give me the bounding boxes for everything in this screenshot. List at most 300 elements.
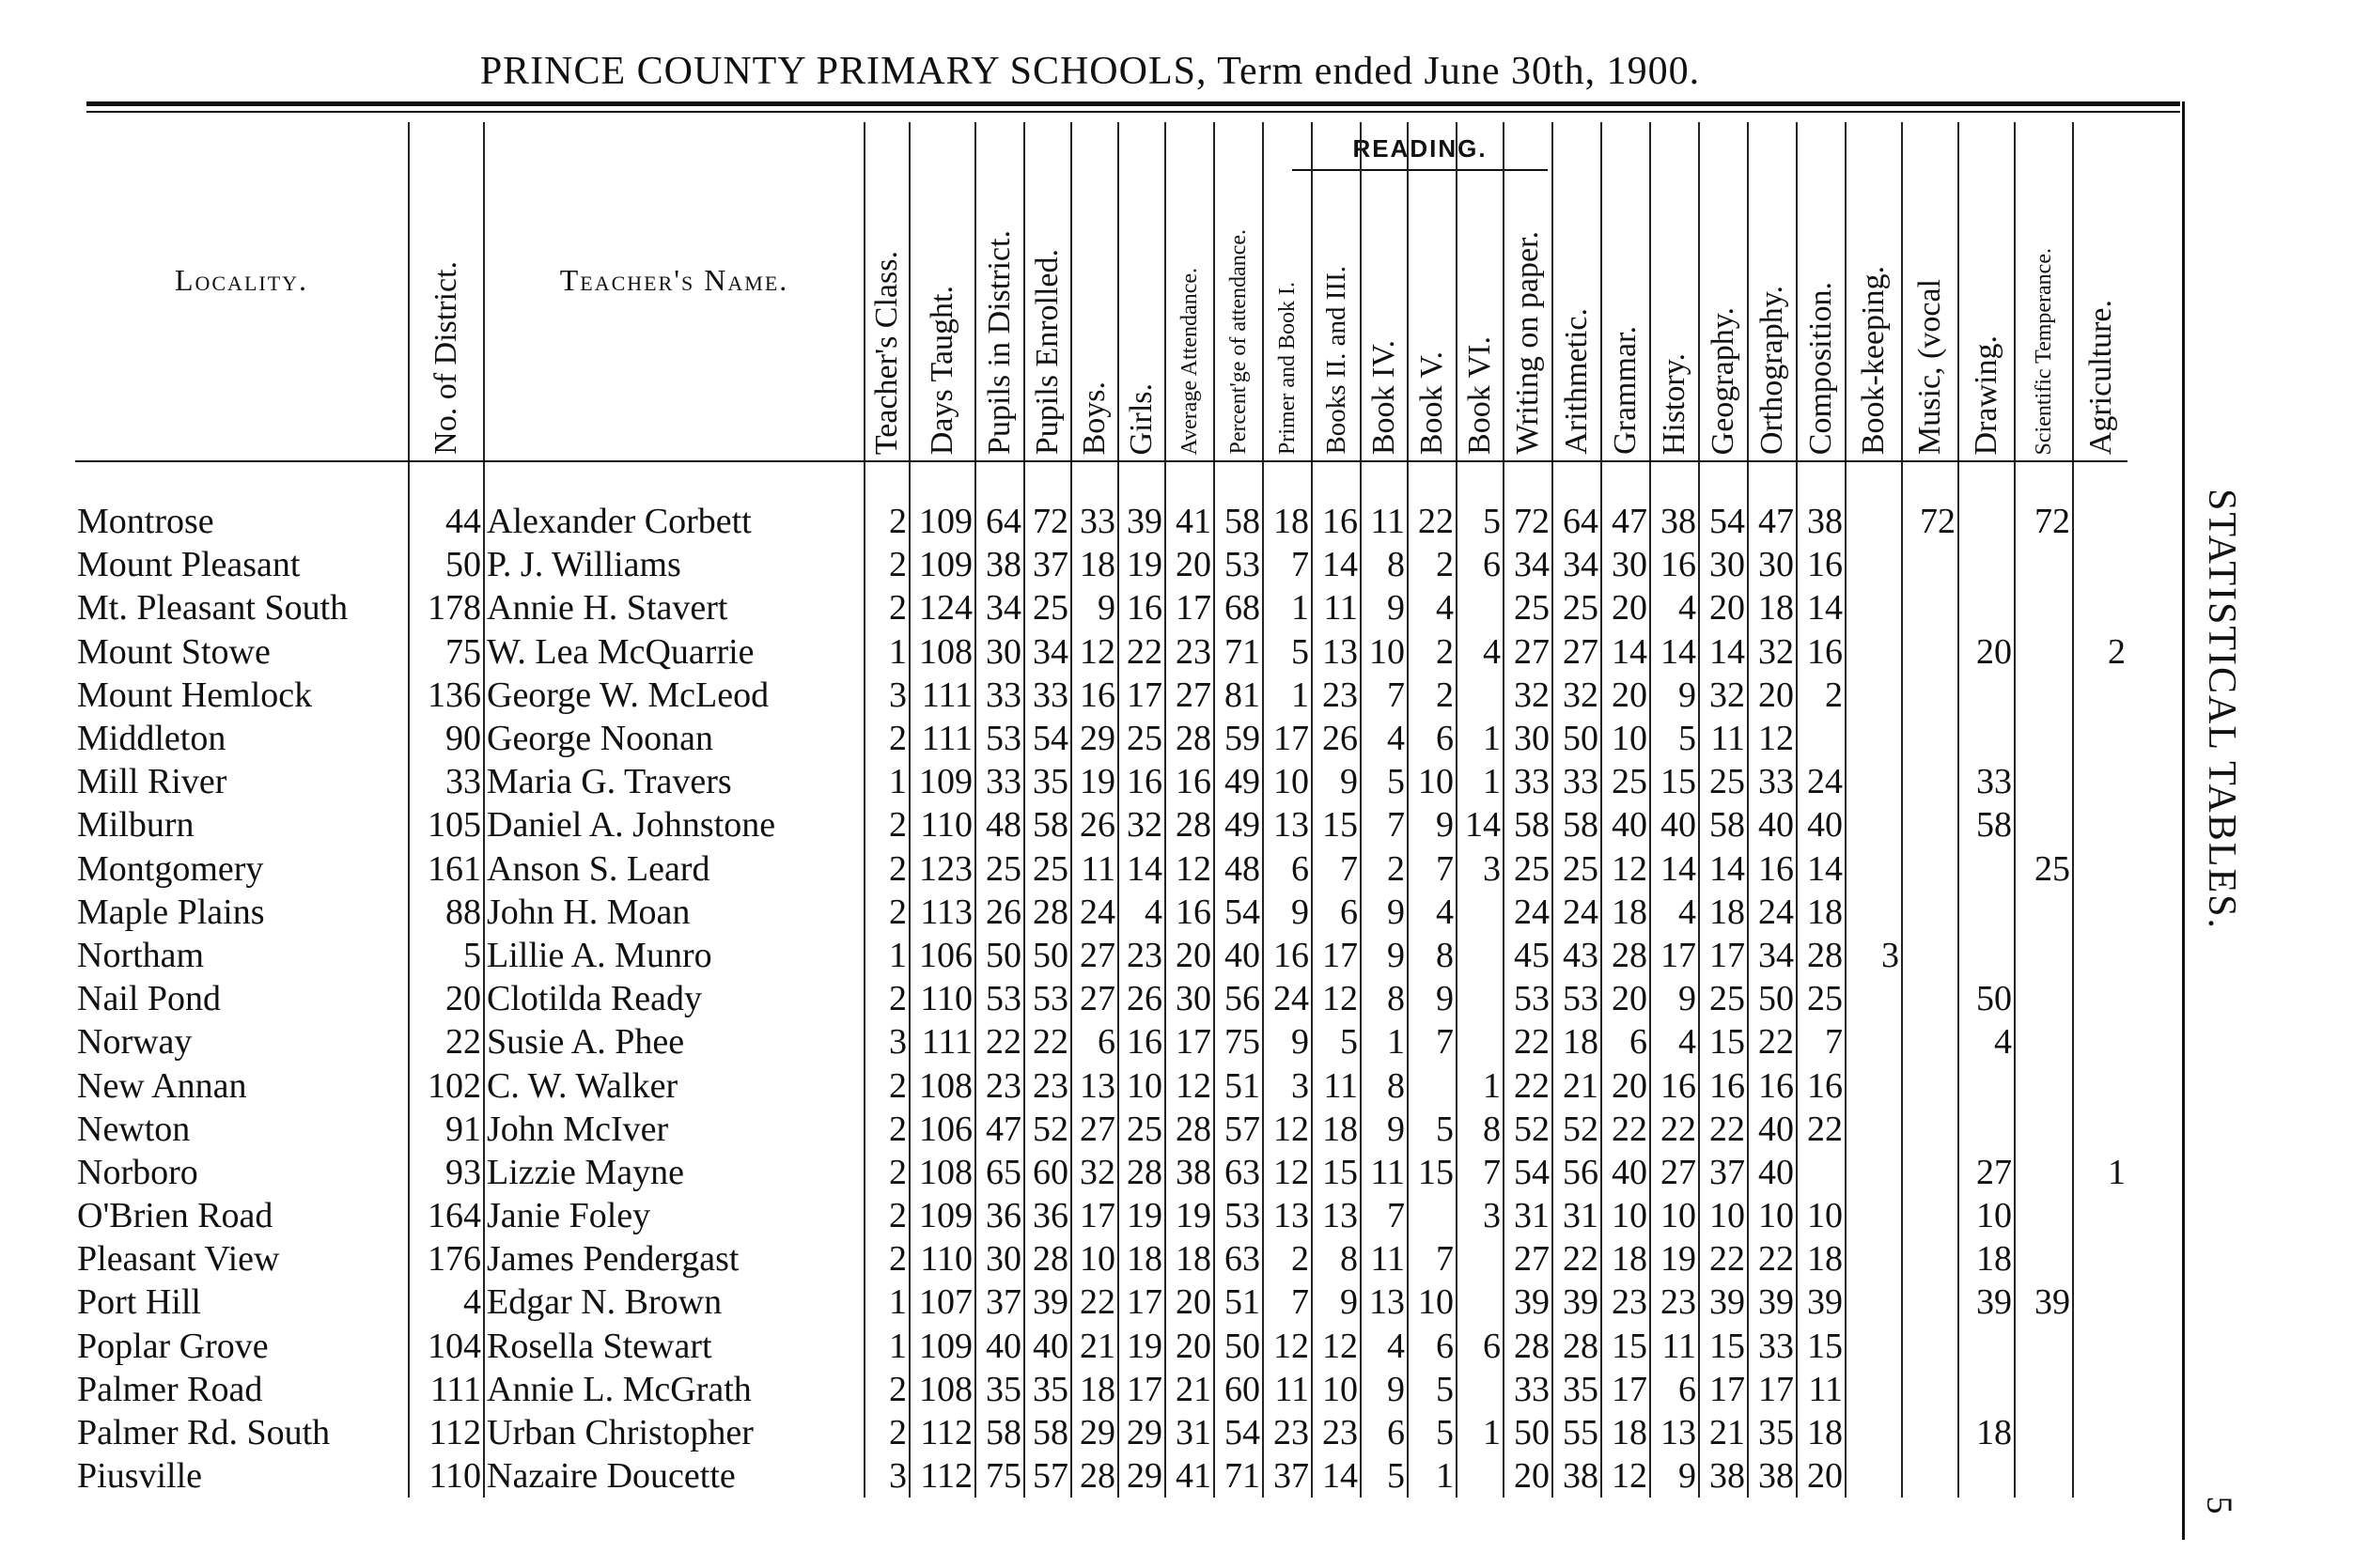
cell-scientific-temperance bbox=[2015, 1020, 2073, 1063]
cell-music bbox=[1902, 674, 1958, 717]
table-row bbox=[75, 1281, 2127, 1324]
cell-district: 88 bbox=[409, 891, 484, 934]
cell-primer-book1: 7 bbox=[1263, 543, 1312, 586]
cell-books-2-3: 18 bbox=[1312, 1108, 1361, 1151]
cell-book6 bbox=[1457, 674, 1504, 717]
col-header-music: Music, (vocal bbox=[1902, 122, 1958, 461]
cell-orthography: 30 bbox=[1748, 543, 1797, 586]
cell-music bbox=[1902, 1194, 1958, 1237]
cell-books-2-3: 11 bbox=[1312, 1063, 1361, 1107]
cell-teacher-class: 2 bbox=[865, 847, 910, 891]
cell-orthography: 47 bbox=[1748, 500, 1797, 543]
cell-pupils-district: 47 bbox=[975, 1108, 1024, 1151]
col-header-writing: Writing on paper. bbox=[1504, 122, 1552, 461]
cell-drawing bbox=[1958, 847, 2015, 891]
col-header-locality: Locality. bbox=[75, 122, 409, 461]
cell-books-2-3: 14 bbox=[1312, 1454, 1361, 1498]
cell-agriculture bbox=[2073, 500, 2127, 543]
cell-girls: 10 bbox=[1118, 1063, 1165, 1107]
cell-writing: 33 bbox=[1504, 760, 1552, 803]
cell-orthography: 34 bbox=[1748, 934, 1797, 977]
cell-composition: 38 bbox=[1797, 500, 1846, 543]
cell-district: 91 bbox=[409, 1108, 484, 1151]
cell-geography: 32 bbox=[1699, 674, 1748, 717]
cell-teacher: John McIver bbox=[484, 1108, 865, 1151]
cell-composition bbox=[1797, 1151, 1846, 1194]
cell-days-taught: 111 bbox=[910, 717, 975, 760]
cell-orthography: 40 bbox=[1748, 1151, 1797, 1194]
col-header-book5: Book V. bbox=[1408, 122, 1457, 461]
spacer-cell bbox=[2073, 461, 2127, 500]
cell-books-2-3: 23 bbox=[1312, 674, 1361, 717]
cell-pct-attendance: 56 bbox=[1214, 977, 1263, 1020]
cell-history: 16 bbox=[1650, 1063, 1699, 1107]
cell-composition bbox=[1797, 717, 1846, 760]
cell-pupils-district: 64 bbox=[975, 500, 1024, 543]
cell-pct-attendance: 59 bbox=[1214, 717, 1263, 760]
cell-arithmetic: 18 bbox=[1552, 1020, 1601, 1063]
cell-scientific-temperance bbox=[2015, 717, 2073, 760]
cell-books-2-3: 12 bbox=[1312, 977, 1361, 1020]
spacer-cell bbox=[409, 461, 484, 500]
cell-history: 14 bbox=[1650, 630, 1699, 674]
cell-teacher: Annie L. McGrath bbox=[484, 1368, 865, 1411]
cell-writing: 50 bbox=[1504, 1411, 1552, 1454]
cell-days-taught: 112 bbox=[910, 1411, 975, 1454]
cell-writing: 53 bbox=[1504, 977, 1552, 1020]
cell-book5: 2 bbox=[1408, 543, 1457, 586]
cell-pct-attendance: 60 bbox=[1214, 1368, 1263, 1411]
cell-pupils-enrolled: 50 bbox=[1024, 934, 1071, 977]
table-row bbox=[75, 630, 2127, 674]
cell-writing: 52 bbox=[1504, 1108, 1552, 1151]
cell-book5: 2 bbox=[1408, 674, 1457, 717]
table-row bbox=[75, 1151, 2127, 1194]
cell-books-2-3: 17 bbox=[1312, 934, 1361, 977]
cell-pct-attendance: 68 bbox=[1214, 586, 1263, 629]
cell-orthography: 32 bbox=[1748, 630, 1797, 674]
cell-primer-book1: 12 bbox=[1263, 1151, 1312, 1194]
cell-days-taught: 109 bbox=[910, 1194, 975, 1237]
cell-district: 111 bbox=[409, 1368, 484, 1411]
cell-music bbox=[1902, 1325, 1958, 1368]
cell-book4: 7 bbox=[1361, 803, 1408, 846]
cell-books-2-3: 7 bbox=[1312, 847, 1361, 891]
spacer-cell bbox=[1214, 461, 1263, 500]
cell-drawing bbox=[1958, 1063, 2015, 1107]
page-title: PRINCE COUNTY PRIMARY SCHOOLS, Term ended June 30th, 1900. bbox=[479, 50, 1701, 93]
cell-boys: 32 bbox=[1071, 1151, 1118, 1194]
cell-avg-attendance: 20 bbox=[1165, 1325, 1214, 1368]
cell-avg-attendance: 41 bbox=[1165, 500, 1214, 543]
cell-geography: 30 bbox=[1699, 543, 1748, 586]
cell-books-2-3: 23 bbox=[1312, 1411, 1361, 1454]
cell-bookkeeping bbox=[1846, 1368, 1902, 1411]
spacer-cell bbox=[1699, 461, 1748, 500]
cell-scientific-temperance bbox=[2015, 674, 2073, 717]
cell-grammar: 22 bbox=[1601, 1108, 1650, 1151]
cell-composition: 2 bbox=[1797, 674, 1846, 717]
cell-days-taught: 113 bbox=[910, 891, 975, 934]
spacer-cell bbox=[1650, 461, 1699, 500]
cell-book6 bbox=[1457, 586, 1504, 629]
cell-drawing: 18 bbox=[1958, 1411, 2015, 1454]
cell-teacher: Lillie A. Munro bbox=[484, 934, 865, 977]
cell-agriculture bbox=[2073, 1194, 2127, 1237]
cell-drawing: 58 bbox=[1958, 803, 2015, 846]
cell-teacher-class: 2 bbox=[865, 586, 910, 629]
cell-teacher-class: 3 bbox=[865, 1454, 910, 1498]
cell-teacher-class: 2 bbox=[865, 717, 910, 760]
table-row bbox=[75, 1454, 2127, 1498]
col-header-geography: Geography. bbox=[1699, 122, 1748, 461]
cell-bookkeeping bbox=[1846, 630, 1902, 674]
table-row bbox=[75, 717, 2127, 760]
cell-book5: 15 bbox=[1408, 1151, 1457, 1194]
table-row bbox=[75, 1020, 2127, 1063]
cell-pct-attendance: 63 bbox=[1214, 1237, 1263, 1281]
cell-agriculture bbox=[2073, 1454, 2127, 1498]
cell-arithmetic: 24 bbox=[1552, 891, 1601, 934]
cell-grammar: 40 bbox=[1601, 803, 1650, 846]
cell-writing: 27 bbox=[1504, 630, 1552, 674]
cell-book5: 7 bbox=[1408, 847, 1457, 891]
cell-geography: 39 bbox=[1699, 1281, 1748, 1324]
cell-music bbox=[1902, 977, 1958, 1020]
header-spacer-row bbox=[75, 461, 2127, 500]
cell-book4: 13 bbox=[1361, 1281, 1408, 1324]
cell-teacher: Nazaire Doucette bbox=[484, 1454, 865, 1498]
cell-geography: 38 bbox=[1699, 1454, 1748, 1498]
cell-locality: Northam bbox=[77, 935, 205, 975]
cell-bookkeeping bbox=[1846, 543, 1902, 586]
cell-history: 38 bbox=[1650, 500, 1699, 543]
cell-grammar: 20 bbox=[1601, 586, 1650, 629]
cell-music bbox=[1902, 891, 1958, 934]
cell-music bbox=[1902, 803, 1958, 846]
cell-bookkeeping bbox=[1846, 1411, 1902, 1454]
cell-days-taught: 109 bbox=[910, 500, 975, 543]
cell-history: 27 bbox=[1650, 1151, 1699, 1194]
cell-days-taught: 108 bbox=[910, 1368, 975, 1411]
cell-district: 110 bbox=[409, 1454, 484, 1498]
cell-book4: 6 bbox=[1361, 1411, 1408, 1454]
cell-agriculture bbox=[2073, 891, 2127, 934]
cell-avg-attendance: 23 bbox=[1165, 630, 1214, 674]
cell-book6: 3 bbox=[1457, 847, 1504, 891]
cell-arithmetic: 34 bbox=[1552, 543, 1601, 586]
cell-avg-attendance: 17 bbox=[1165, 586, 1214, 629]
cell-grammar: 40 bbox=[1601, 1151, 1650, 1194]
cell-book5: 4 bbox=[1408, 891, 1457, 934]
cell-book5 bbox=[1408, 1194, 1457, 1237]
cell-pupils-district: 30 bbox=[975, 630, 1024, 674]
cell-writing: 24 bbox=[1504, 891, 1552, 934]
cell-avg-attendance: 18 bbox=[1165, 1237, 1214, 1281]
cell-pupils-district: 65 bbox=[975, 1151, 1024, 1194]
cell-grammar: 25 bbox=[1601, 760, 1650, 803]
cell-pupils-district: 58 bbox=[975, 1411, 1024, 1454]
spacer-cell bbox=[1601, 461, 1650, 500]
cell-pupils-enrolled: 25 bbox=[1024, 586, 1071, 629]
cell-boys: 33 bbox=[1071, 500, 1118, 543]
cell-scientific-temperance bbox=[2015, 803, 2073, 846]
cell-girls: 16 bbox=[1118, 586, 1165, 629]
cell-grammar: 17 bbox=[1601, 1368, 1650, 1411]
cell-geography: 17 bbox=[1699, 1368, 1748, 1411]
cell-agriculture bbox=[2073, 1368, 2127, 1411]
cell-writing: 58 bbox=[1504, 803, 1552, 846]
header-rule-thin bbox=[86, 111, 2180, 113]
cell-pupils-enrolled: 37 bbox=[1024, 543, 1071, 586]
cell-arithmetic: 64 bbox=[1552, 500, 1601, 543]
cell-history: 11 bbox=[1650, 1325, 1699, 1368]
spacer-cell bbox=[975, 461, 1024, 500]
cell-teacher: W. Lea McQuarrie bbox=[484, 630, 865, 674]
cell-primer-book1: 1 bbox=[1263, 674, 1312, 717]
spacer-cell bbox=[1071, 461, 1118, 500]
cell-geography: 22 bbox=[1699, 1237, 1748, 1281]
cell-boys: 13 bbox=[1071, 1063, 1118, 1107]
cell-orthography: 12 bbox=[1748, 717, 1797, 760]
cell-drawing: 39 bbox=[1958, 1281, 2015, 1324]
cell-orthography: 20 bbox=[1748, 674, 1797, 717]
cell-days-taught: 124 bbox=[910, 586, 975, 629]
col-header-pupils-enrolled: Pupils Enrolled. bbox=[1024, 122, 1071, 461]
cell-girls: 4 bbox=[1118, 891, 1165, 934]
col-header-history: History. bbox=[1650, 122, 1699, 461]
cell-boys: 29 bbox=[1071, 717, 1118, 760]
cell-bookkeeping bbox=[1846, 1194, 1902, 1237]
cell-composition: 40 bbox=[1797, 803, 1846, 846]
cell-book6: 8 bbox=[1457, 1108, 1504, 1151]
cell-locality: Palmer Rd. South bbox=[77, 1413, 331, 1453]
cell-orthography: 38 bbox=[1748, 1454, 1797, 1498]
cell-orthography: 24 bbox=[1748, 891, 1797, 934]
cell-agriculture: 1 bbox=[2073, 1151, 2127, 1194]
cell-days-taught: 108 bbox=[910, 1063, 975, 1107]
col-header-primer-book1: Primer and Book I. bbox=[1263, 122, 1312, 461]
cell-drawing bbox=[1958, 543, 2015, 586]
table-row bbox=[75, 977, 2127, 1020]
cell-primer-book1: 9 bbox=[1263, 1020, 1312, 1063]
cell-book4: 7 bbox=[1361, 1194, 1408, 1237]
cell-girls: 19 bbox=[1118, 543, 1165, 586]
cell-district: 44 bbox=[409, 500, 484, 543]
cell-pct-attendance: 53 bbox=[1214, 1194, 1263, 1237]
school-statistics-table bbox=[75, 122, 2127, 1498]
cell-district: 20 bbox=[409, 977, 484, 1020]
cell-pct-attendance: 58 bbox=[1214, 500, 1263, 543]
cell-agriculture bbox=[2073, 1281, 2127, 1324]
spacer-cell bbox=[1552, 461, 1601, 500]
cell-music bbox=[1902, 1151, 1958, 1194]
cell-locality: New Annan bbox=[77, 1065, 247, 1106]
cell-scientific-temperance bbox=[2015, 630, 2073, 674]
cell-book5: 1 bbox=[1408, 1454, 1457, 1498]
cell-boys: 27 bbox=[1071, 934, 1118, 977]
spacer-cell bbox=[865, 461, 910, 500]
cell-girls: 17 bbox=[1118, 674, 1165, 717]
cell-teacher-class: 2 bbox=[865, 891, 910, 934]
cell-avg-attendance: 20 bbox=[1165, 543, 1214, 586]
table-row bbox=[75, 1108, 2127, 1151]
cell-girls: 25 bbox=[1118, 717, 1165, 760]
cell-district: 161 bbox=[409, 847, 484, 891]
cell-girls: 18 bbox=[1118, 1237, 1165, 1281]
cell-pupils-enrolled: 39 bbox=[1024, 1281, 1071, 1324]
cell-boys: 19 bbox=[1071, 760, 1118, 803]
cell-teacher-class: 2 bbox=[865, 1063, 910, 1107]
cell-book4: 11 bbox=[1361, 500, 1408, 543]
col-header-book6: Book VI. bbox=[1457, 122, 1504, 461]
spacer-cell bbox=[484, 461, 865, 500]
cell-pct-attendance: 48 bbox=[1214, 847, 1263, 891]
cell-teacher: Susie A. Phee bbox=[484, 1020, 865, 1063]
cell-geography: 25 bbox=[1699, 760, 1748, 803]
cell-history: 5 bbox=[1650, 717, 1699, 760]
cell-music bbox=[1902, 934, 1958, 977]
cell-primer-book1: 7 bbox=[1263, 1281, 1312, 1324]
cell-teacher: Clotilda Ready bbox=[484, 977, 865, 1020]
cell-scientific-temperance bbox=[2015, 1108, 2073, 1151]
cell-grammar: 18 bbox=[1601, 1237, 1650, 1281]
cell-history: 6 bbox=[1650, 1368, 1699, 1411]
cell-orthography: 50 bbox=[1748, 977, 1797, 1020]
cell-book5: 5 bbox=[1408, 1108, 1457, 1151]
cell-drawing bbox=[1958, 1325, 2015, 1368]
cell-boys: 21 bbox=[1071, 1325, 1118, 1368]
cell-bookkeeping bbox=[1846, 1108, 1902, 1151]
cell-book6 bbox=[1457, 891, 1504, 934]
cell-primer-book1: 6 bbox=[1263, 847, 1312, 891]
cell-composition: 7 bbox=[1797, 1020, 1846, 1063]
cell-locality: Norboro bbox=[77, 1152, 198, 1192]
cell-history: 10 bbox=[1650, 1194, 1699, 1237]
cell-scientific-temperance bbox=[2015, 1411, 2073, 1454]
cell-book4: 9 bbox=[1361, 1108, 1408, 1151]
cell-music: 72 bbox=[1902, 500, 1958, 543]
cell-locality: Montgomery bbox=[77, 848, 264, 889]
col-header-scientific-temperance: Scientific Temperance. bbox=[2015, 122, 2073, 461]
table-body bbox=[75, 461, 2127, 1498]
reading-group-label: READING. bbox=[1292, 134, 1548, 171]
cell-geography: 14 bbox=[1699, 630, 1748, 674]
cell-arithmetic: 33 bbox=[1552, 760, 1601, 803]
col-header-avg-attendance: Average Attendance. bbox=[1165, 122, 1214, 461]
cell-locality: Milburn bbox=[77, 805, 195, 846]
cell-book4: 11 bbox=[1361, 1151, 1408, 1194]
cell-orthography: 33 bbox=[1748, 1325, 1797, 1368]
cell-avg-attendance: 20 bbox=[1165, 934, 1214, 977]
cell-teacher: Annie H. Stavert bbox=[484, 586, 865, 629]
cell-scientific-temperance bbox=[2015, 586, 2073, 629]
cell-locality: Mount Pleasant bbox=[77, 545, 301, 585]
cell-books-2-3: 9 bbox=[1312, 760, 1361, 803]
cell-girls: 29 bbox=[1118, 1454, 1165, 1498]
cell-avg-attendance: 12 bbox=[1165, 847, 1214, 891]
cell-composition: 39 bbox=[1797, 1281, 1846, 1324]
cell-pupils-enrolled: 28 bbox=[1024, 891, 1071, 934]
spacer-cell bbox=[1748, 461, 1797, 500]
cell-book4: 4 bbox=[1361, 717, 1408, 760]
cell-pupils-district: 35 bbox=[975, 1368, 1024, 1411]
cell-bookkeeping bbox=[1846, 803, 1902, 846]
cell-agriculture bbox=[2073, 803, 2127, 846]
cell-writing: 45 bbox=[1504, 934, 1552, 977]
cell-girls: 22 bbox=[1118, 630, 1165, 674]
cell-agriculture bbox=[2073, 760, 2127, 803]
table-row bbox=[75, 1237, 2127, 1281]
cell-primer-book1: 12 bbox=[1263, 1108, 1312, 1151]
cell-agriculture bbox=[2073, 1063, 2127, 1107]
cell-primer-book1: 23 bbox=[1263, 1411, 1312, 1454]
cell-orthography: 22 bbox=[1748, 1020, 1797, 1063]
cell-avg-attendance: 17 bbox=[1165, 1020, 1214, 1063]
cell-boys: 29 bbox=[1071, 1411, 1118, 1454]
cell-pupils-district: 48 bbox=[975, 803, 1024, 846]
cell-scientific-temperance bbox=[2015, 760, 2073, 803]
cell-pupils-district: 30 bbox=[975, 1237, 1024, 1281]
cell-orthography: 33 bbox=[1748, 760, 1797, 803]
cell-pupils-enrolled: 60 bbox=[1024, 1151, 1071, 1194]
cell-drawing bbox=[1958, 1108, 2015, 1151]
cell-teacher: Urban Christopher bbox=[484, 1411, 865, 1454]
side-title: STATISTICAL TABLES. bbox=[2200, 489, 2243, 930]
spacer-cell bbox=[1165, 461, 1214, 500]
cell-drawing: 10 bbox=[1958, 1194, 2015, 1237]
cell-pupils-enrolled: 33 bbox=[1024, 674, 1071, 717]
cell-book5 bbox=[1408, 1063, 1457, 1107]
cell-drawing bbox=[1958, 1454, 2015, 1498]
cell-books-2-3: 15 bbox=[1312, 803, 1361, 846]
cell-pct-attendance: 51 bbox=[1214, 1281, 1263, 1324]
cell-arithmetic: 56 bbox=[1552, 1151, 1601, 1194]
cell-pupils-district: 50 bbox=[975, 934, 1024, 977]
col-header-arithmetic: Arithmetic. bbox=[1552, 122, 1601, 461]
cell-bookkeeping bbox=[1846, 977, 1902, 1020]
cell-books-2-3: 13 bbox=[1312, 1194, 1361, 1237]
cell-pupils-district: 23 bbox=[975, 1063, 1024, 1107]
cell-composition: 16 bbox=[1797, 630, 1846, 674]
cell-girls: 16 bbox=[1118, 1020, 1165, 1063]
cell-pupils-enrolled: 22 bbox=[1024, 1020, 1071, 1063]
cell-drawing bbox=[1958, 717, 2015, 760]
cell-scientific-temperance: 72 bbox=[2015, 500, 2073, 543]
table-row bbox=[75, 847, 2127, 891]
cell-teacher-class: 2 bbox=[865, 1194, 910, 1237]
cell-grammar: 6 bbox=[1601, 1020, 1650, 1063]
cell-pupils-district: 40 bbox=[975, 1325, 1024, 1368]
cell-boys: 11 bbox=[1071, 847, 1118, 891]
cell-music bbox=[1902, 630, 1958, 674]
cell-boys: 27 bbox=[1071, 977, 1118, 1020]
cell-agriculture bbox=[2073, 847, 2127, 891]
cell-book6: 1 bbox=[1457, 1063, 1504, 1107]
cell-books-2-3: 10 bbox=[1312, 1368, 1361, 1411]
cell-geography: 21 bbox=[1699, 1411, 1748, 1454]
cell-locality: Nail Pond bbox=[77, 979, 222, 1019]
cell-district: 5 bbox=[409, 934, 484, 977]
cell-book6 bbox=[1457, 977, 1504, 1020]
cell-books-2-3: 26 bbox=[1312, 717, 1361, 760]
cell-teacher-class: 2 bbox=[865, 1237, 910, 1281]
cell-locality: Mount Hemlock bbox=[77, 675, 313, 715]
cell-book6: 1 bbox=[1457, 1411, 1504, 1454]
cell-arithmetic: 52 bbox=[1552, 1108, 1601, 1151]
cell-history: 4 bbox=[1650, 891, 1699, 934]
cell-pupils-enrolled: 28 bbox=[1024, 1237, 1071, 1281]
